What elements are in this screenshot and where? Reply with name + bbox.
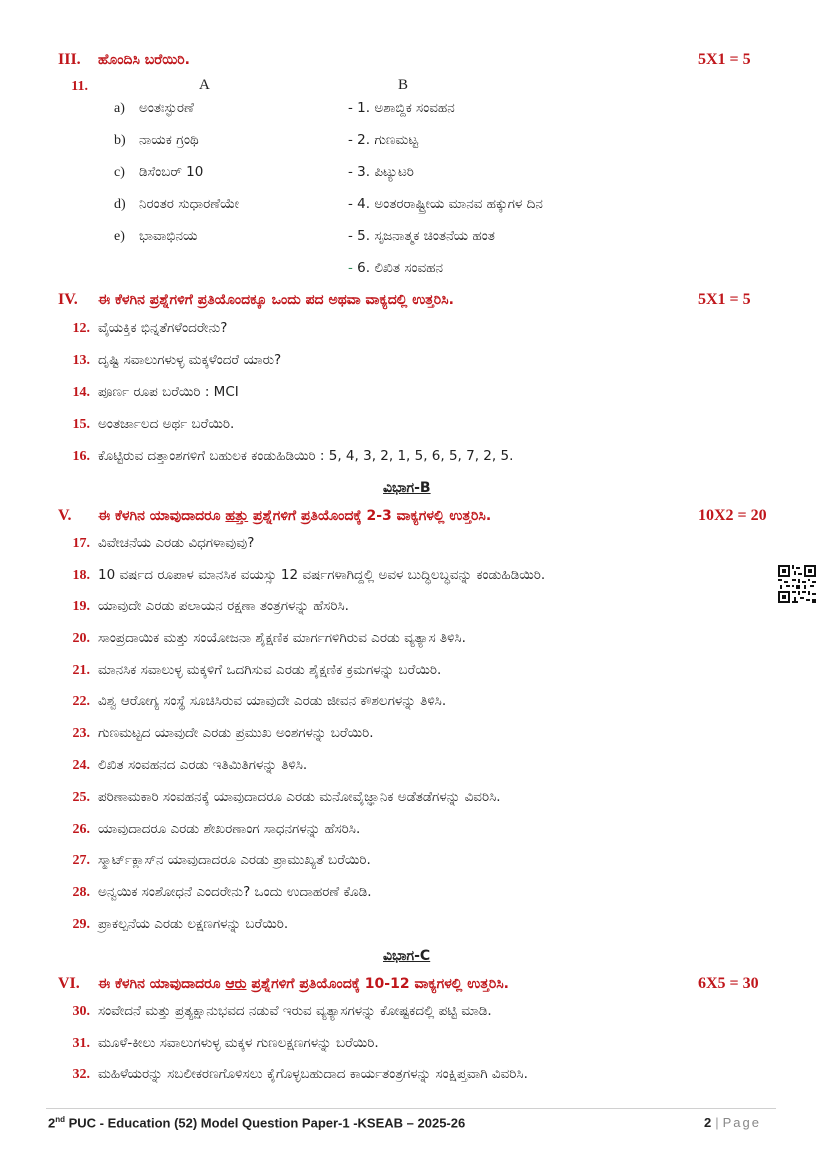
match-b-item: - 1. ಅಶಾಬ್ದಿಕ ಸಂವಹನ [348,100,455,116]
question-text: ಯಾವುದೇ ಎರಡು ಪಲಾಯನ ರಕ್ಷಣಾ ತಂತ್ರಗಳನ್ನು ಹೆಸರಿಸಿ. [98,598,349,614]
section-VI-title-count: ಆರು [225,976,247,992]
question-text: ಲಿಖಿತ ಸಂವಹನದ ಎರಡು ಇತಿಮಿತಿಗಳನ್ನು ತಿಳಿಸಿ. [98,757,308,773]
question-number: 24. [72,758,90,773]
question-number: 11. [71,79,88,94]
question-number: 22. [72,694,90,709]
question-number: 16. [72,449,90,464]
question-number: 13. [72,353,90,368]
question-number: 29. [72,917,90,932]
question-text: ಮಹಿಳೆಯರನ್ನು ಸಬಲೀಕರಣಗೊಳಿಸಲು ಕೈಗೊಳ್ಳಬಹುದಾದ ಕಾರ್ಯತಂತ್ರಗಳನ್ನು ಸಂಕ್ಷಿಪ್ತವಾಗಿ ವಿವರಿಸಿ. [98,1066,528,1082]
question-text: ಸಾಂಪ್ರದಾಯಿಕ ಮತ್ತು ಸಂಯೋಜನಾ ಶೈಕ್ಷಣಿಕ ಮಾರ್ಗಗಳಿಗಿರುವ ಎರಡು ವ್ಯತ್ಯಾಸ ತಿಳಿಸಿ. [98,630,466,646]
question-number: 15. [72,417,90,432]
question-number: 31. [72,1036,90,1051]
match-b-item: - 2. ಗುಣಮಟ್ಟ [348,132,419,148]
question-number: 14. [72,385,90,400]
question-number: 27. [72,853,90,868]
footer-title-prefix: 2 [48,1115,56,1131]
section-III-marks: 5X1 = 5 [698,51,751,68]
match-b-item: - 5. ಸೃಜನಾತ್ಮಕ ಚಿಂತನೆಯ ಹಂತ [348,228,495,244]
question-text: ಗುಣಮಟ್ಟದ ಯಾವುದೇ ಎರಡು ಪ್ರಮುಖ ಅಂಶಗಳನ್ನು ಬರೆಯಿರಿ. [98,725,374,741]
match-letter: e) [114,229,125,244]
question-number: 32. [72,1067,90,1082]
question-text: ಯಾವುದಾದರೂ ಎರಡು ಶೇಖರಣಾಂಗ ಸಾಧನಗಳನ್ನು ಹೆಸರಿಸಿ. [98,821,361,837]
question-number: 30. [72,1004,90,1019]
section-VI-marks: 6X5 = 30 [698,975,759,992]
question-text: ಅಂತರ್ಜಾಲದ ಅರ್ಥ ಬರೆಯಿರಿ. [98,416,235,432]
match-a-item: ಭಾವಾಭಿನಯ [139,228,198,244]
question-text: ವಿವೇಚನೆಯ ಎರಡು ವಿಧಗಳಾವುವು? [98,535,255,551]
section-VI-title-post: ಪ್ರಶ್ನೆಗಳಿಗೆ ಪ್ರತಿಯೊಂದಕ್ಕೆ 10-12 ವಾಕ್ಯಗಳಲ್ಲಿ ಉತ್ತರಿಸಿ. [246,976,509,992]
extra-dash: - [348,260,353,276]
extra-b-text: 6. ಲಿಖಿತ ಸಂವಹನ [352,260,444,276]
question-number: 12. [72,321,90,336]
footer-title-rest: PUC - Education (52) Model Question Paper-1 -KSEAB – 2025-26 [65,1115,466,1131]
footer-page-word: Page [722,1115,761,1130]
section-V-marks: 10X2 = 20 [698,507,767,524]
match-a-item: ನಾಯಕ ಗ್ರಂಥಿ [139,132,199,148]
part-c-title: ವಿಭಾಗ-C [383,948,431,964]
footer-pipe: | [715,1115,719,1130]
question-text: ಮಾನಸಿಕ ಸವಾಲುಳ್ಳ ಮಕ್ಕಳಿಗೆ ಒದಗಿಸುವ ಎರಡು ಶೈಕ್ಷಣಿಕ ಕ್ರಮಗಳನ್ನು ಬರೆಯಿರಿ. [98,662,442,678]
question-text: ಪರಿಣಾಮಕಾರಿ ಸಂವಹನಕ್ಕೆ ಯಾವುದಾದರೂ ಎರಡು ಮನೋವೈಜ್ಞಾನಿಕ ಅಡೆತಡೆಗಳನ್ನು ವಿವರಿಸಿ. [98,789,501,805]
question-number: 18. [72,568,90,583]
section-V-number: V. [58,507,72,524]
question-text: ಸಂವೇದನೆ ಮತ್ತು ಪ್ರತ್ಯಕ್ಷಾನುಭವದ ನಡುವೆ ಇರುವ ವ್ಯತ್ಯಾಸಗಳನ್ನು ಕೋಷ್ಟಕದಲ್ಲಿ ಪಟ್ಟಿ ಮಾಡಿ. [98,1003,492,1019]
section-IV-number: IV. [58,291,78,308]
question-number: 21. [72,663,90,678]
footer-title-sup: nd [55,1115,66,1124]
question-number: 17. [72,536,90,551]
question-text: 10 ವರ್ಷದ ರೂಪಾಳ ಮಾನಸಿಕ ವಯಸ್ಸು 12 ವರ್ಷಗಳಾಗಿದ್ದಲ್ಲಿ ಅವಳ ಬುದ್ಧಿಲಬ್ಧವನ್ನು ಕಂಡುಹಿಡಿಯಿರಿ. [98,567,546,583]
match-letter: b) [114,133,126,148]
footer-page-indicator [704,1115,761,1130]
question-text: ಕೊಟ್ಟಿರುವ ದತ್ತಾಂಶಗಳಿಗೆ ಬಹುಲಕ ಕಂಡುಹಿಡಿಯಿರಿ : 5, 4, 3, 2, 1, 5, 6, 5, 7, 2, 5. [98,448,514,464]
section-VI-number: VI. [58,975,80,992]
section-VI-title [98,976,509,992]
qr-code-icon [778,565,816,603]
match-b-item: - 4. ಅಂತರರಾಷ್ಟ್ರೀಯ ಮಾನವ ಹಕ್ಕುಗಳ ದಿನ [348,196,543,212]
column-a-header: A [199,77,210,93]
match-b-item: - 3. ಪಿಟ್ಯುಟರಿ [348,164,414,180]
match-letter: a) [114,101,125,116]
part-b-title: ವಿಭಾಗ-B [383,480,431,496]
match-letter: d) [114,197,126,212]
section-III-title: ಹೊಂದಿಸಿ ಬರೆಯಿರಿ. [98,52,190,68]
match-letter: c) [114,165,125,180]
footer-page-number: 2 [704,1115,712,1130]
question-number: 25. [72,790,90,805]
section-V-title-count: ಹತ್ತು [225,508,249,524]
question-text: ದೃಷ್ಟಿ ಸವಾಲುಗಳುಳ್ಳ ಮಕ್ಕಳೆಂದರೆ ಯಾರು? [98,352,282,368]
question-text: ಪೂರ್ಣ ರೂಪ ಬರೆಯಿರಿ : MCI [98,384,239,400]
question-number: 19. [72,599,90,614]
match-b-extra [348,260,443,276]
section-VI-title-pre: ಈ ಕೆಳಗಿನ ಯಾವುದಾದರೂ [98,976,226,992]
match-a-item: ಅಂತಃಸ್ಫುರಣೆ [139,100,194,116]
question-number: 26. [72,822,90,837]
question-number: 20. [72,631,90,646]
question-text: ಪ್ರಾಕಲ್ಪನೆಯ ಎರಡು ಲಕ್ಷಣಗಳನ್ನು ಬರೆಯಿರಿ. [98,916,289,932]
question-number: 23. [72,726,90,741]
section-V-title-pre: ಈ ಕೆಳಗಿನ ಯಾವುದಾದರೂ [98,508,226,524]
question-text: ವಿಶ್ವ ಆರೋಗ್ಯ ಸಂಸ್ಥೆ ಸೂಚಿಸಿರುವ ಯಾವುದೇ ಎರಡು ಜೀವನ ಕೌಶಲಗಳನ್ನು ತಿಳಿಸಿ. [98,693,447,709]
question-text: ಅನ್ವಯಿಕ ಸಂಶೋಧನೆ ಎಂದರೇನು? ಒಂದು ಉದಾಹರಣೆ ಕೊಡಿ. [98,884,372,900]
question-text: ವೈಯಕ್ತಿಕ ಭಿನ್ನತೆಗಳೆಂದರೇನು? [98,320,228,336]
question-text: ಸ್ಮಾರ್ಟ್‌ಕ್ಲಾಸ್‌ನ ಯಾವುದಾದರೂ ಎರಡು ಪ್ರಾಮುಖ್ಯತೆ ಬರೆಯಿರಿ. [98,852,371,868]
footer-divider [46,1108,776,1109]
section-IV-title: ಈ ಕೆಳಗಿನ ಪ್ರಶ್ನೆಗಳಿಗೆ ಪ್ರತಿಯೊಂದಕ್ಕೂ ಒಂದು ಪದ ಅಥವಾ ವಾಕ್ಯದಲ್ಲಿ ಉತ್ತರಿಸಿ. [98,292,454,308]
match-a-item: ನಿರಂತರ ಸುಧಾರಣೆಯೇ [139,196,240,212]
section-IV-marks: 5X1 = 5 [698,291,751,308]
match-a-item: ಡಿಸೆಂಬರ್ 10 [139,164,204,180]
section-V-title-post: ಪ್ರಶ್ನೆಗಳಿಗೆ ಪ್ರತಿಯೊಂದಕ್ಕೆ 2-3 ವಾಕ್ಯಗಳಲ್ಲಿ ಉತ್ತರಿಸಿ. [248,508,492,524]
section-V-title [98,508,491,524]
section-III-number: III. [58,51,81,68]
footer-title [48,1115,465,1130]
question-number: 28. [72,885,90,900]
column-b-header: B [398,77,409,93]
question-text: ಮೂಳೆ-ಕೀಲು ಸವಾಲುಗಳುಳ್ಳ ಮಕ್ಕಳ ಗುಣಲಕ್ಷಣಗಳನ್ನು ಬರೆಯಿರಿ. [98,1035,379,1051]
